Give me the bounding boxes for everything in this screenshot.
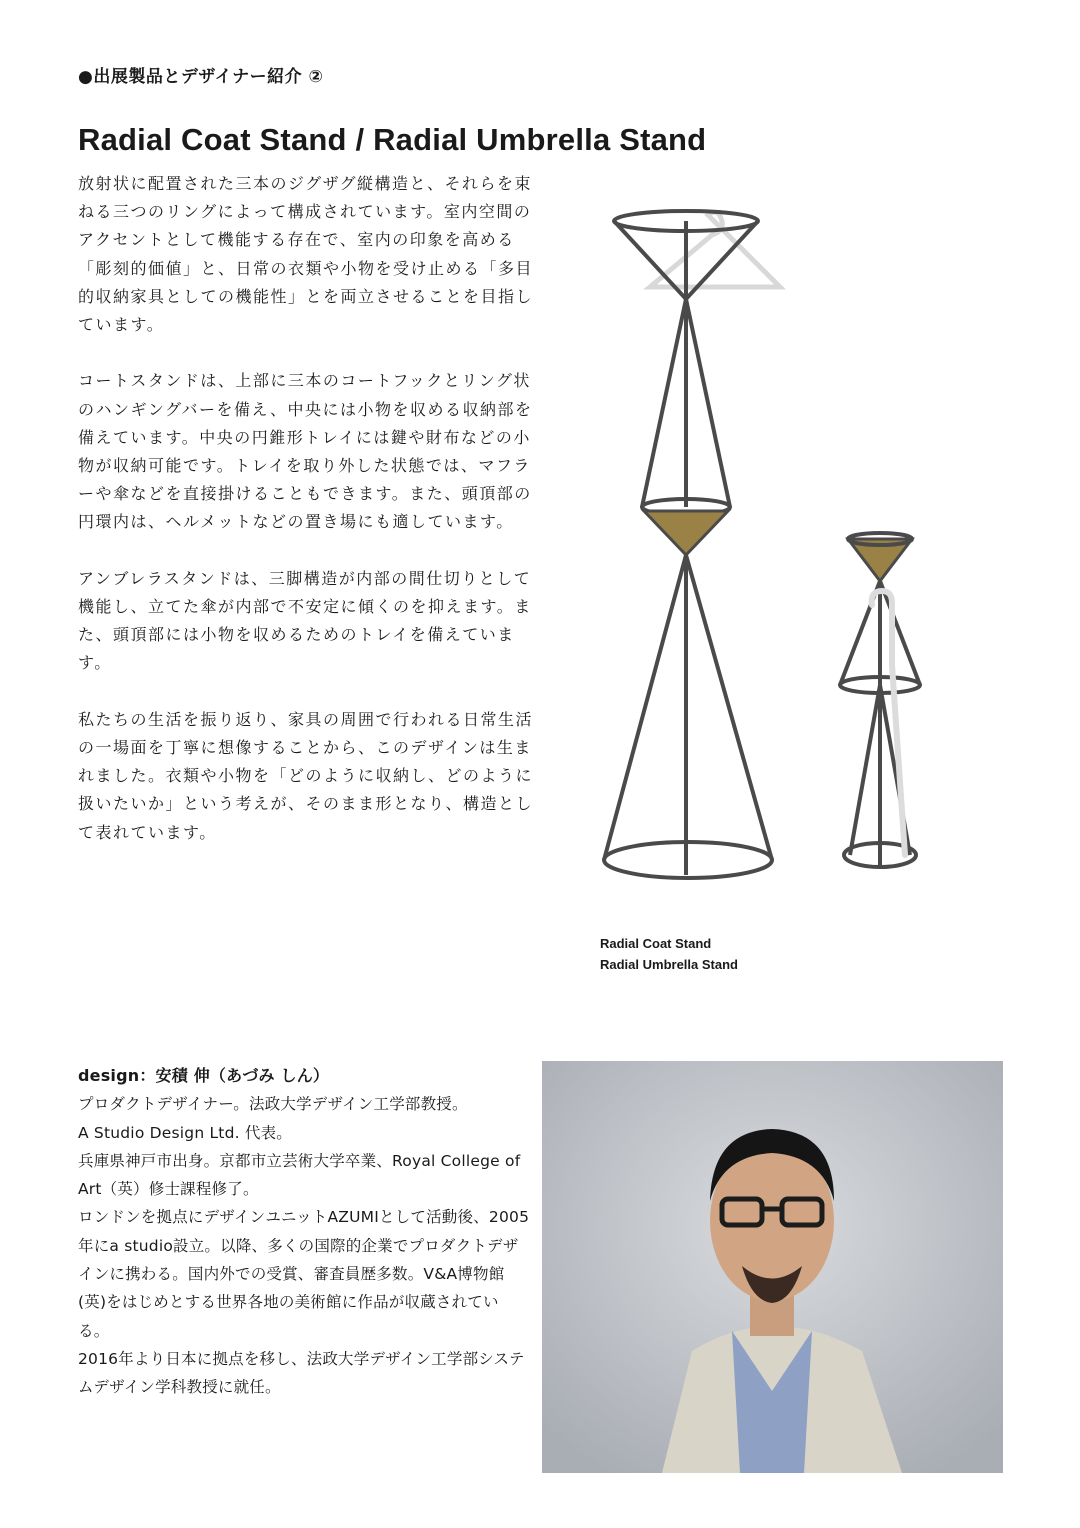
caption-line: Radial Coat Stand — [600, 936, 712, 951]
paragraph: アンブレラスタンドは、三脚構造が内部の間仕切りとして機能し、立てた傘が内部で不安定に傾くのを抑えます。また、頭頂部には小物を収めるためのトレイを備えています。 — [78, 568, 532, 673]
bio-line: プロダクトデザイナー。法政大学デザイン工学部教授。 — [78, 1095, 468, 1114]
designer-photo — [542, 1061, 1003, 1473]
bio-line: ロンドンを拠点にデザインユニットAZUMIとして活動後、2005年にa studio設立。以降、多くの国際的企業でプロダクトデザインに携わる。国内外での受賞、審査員歴多数。V&A博物館(英)をはじめとする世界各地の美術館に作品が収蔵されている。 — [78, 1208, 530, 1340]
product-caption — [600, 933, 738, 975]
paragraph: 放射状に配置された三本のジグザグ縦構造と、それらを束ねる三つのリングによって構成されています。室内空間のアクセントとして機能する存在で、室内の印象を高める「彫刻的価値」と、日常の衣類や小物を受け止める「多目的収納家具としての機能性」とを両立させることを目指しています。 — [78, 174, 534, 335]
portrait-illustration — [542, 1061, 1003, 1473]
section-label: ●出展製品とデザイナー紹介 ② — [78, 67, 324, 87]
designer-name: design：安積 伸（あづみ しん） — [78, 1066, 330, 1085]
product-illustration — [590, 205, 1010, 895]
coat-stand — [604, 211, 772, 878]
bio-line: A Studio Design Ltd. 代表。 — [78, 1123, 292, 1142]
paragraph: 私たちの生活を振り返り、家具の周囲で行われる日常生活の一場面を丁寧に想像することから、このデザインは生まれました。衣類や小物を「どのように収納し、どのように扱いたいか」という考えが、そのまま形となり、構造として表れています。 — [78, 709, 534, 842]
page-title: Radial Coat Stand / Radial Umbrella Stand — [78, 122, 707, 157]
hanger-icon — [650, 212, 780, 287]
bio-line: 2016年より日本に拠点を移し、法政大学デザイン工学部システムデザイン学科教授に就任。 — [78, 1349, 525, 1397]
description — [78, 170, 536, 875]
designer-profile — [78, 1062, 530, 1402]
caption-line: Radial Umbrella Stand — [600, 957, 738, 972]
bio-line: 兵庫県神戸市出身。京都市立芸術大学卒業、Royal College of Art（英）修士課程修了。 — [78, 1151, 521, 1199]
paragraph: コートスタンドは、上部に三本のコートフックとリング状のハンギングバーを備え、中央には小物を収める収納部を備えています。中央の円錐形トレイには鍵や財布などの小物が収納可能です。トレイを取り外した状態では、マフラーや傘などを直接掛けることもできます。また、頭頂部の円環内は、ヘルメットなどの置き場にも適しています。 — [78, 371, 533, 532]
umbrella-stand — [840, 533, 920, 867]
